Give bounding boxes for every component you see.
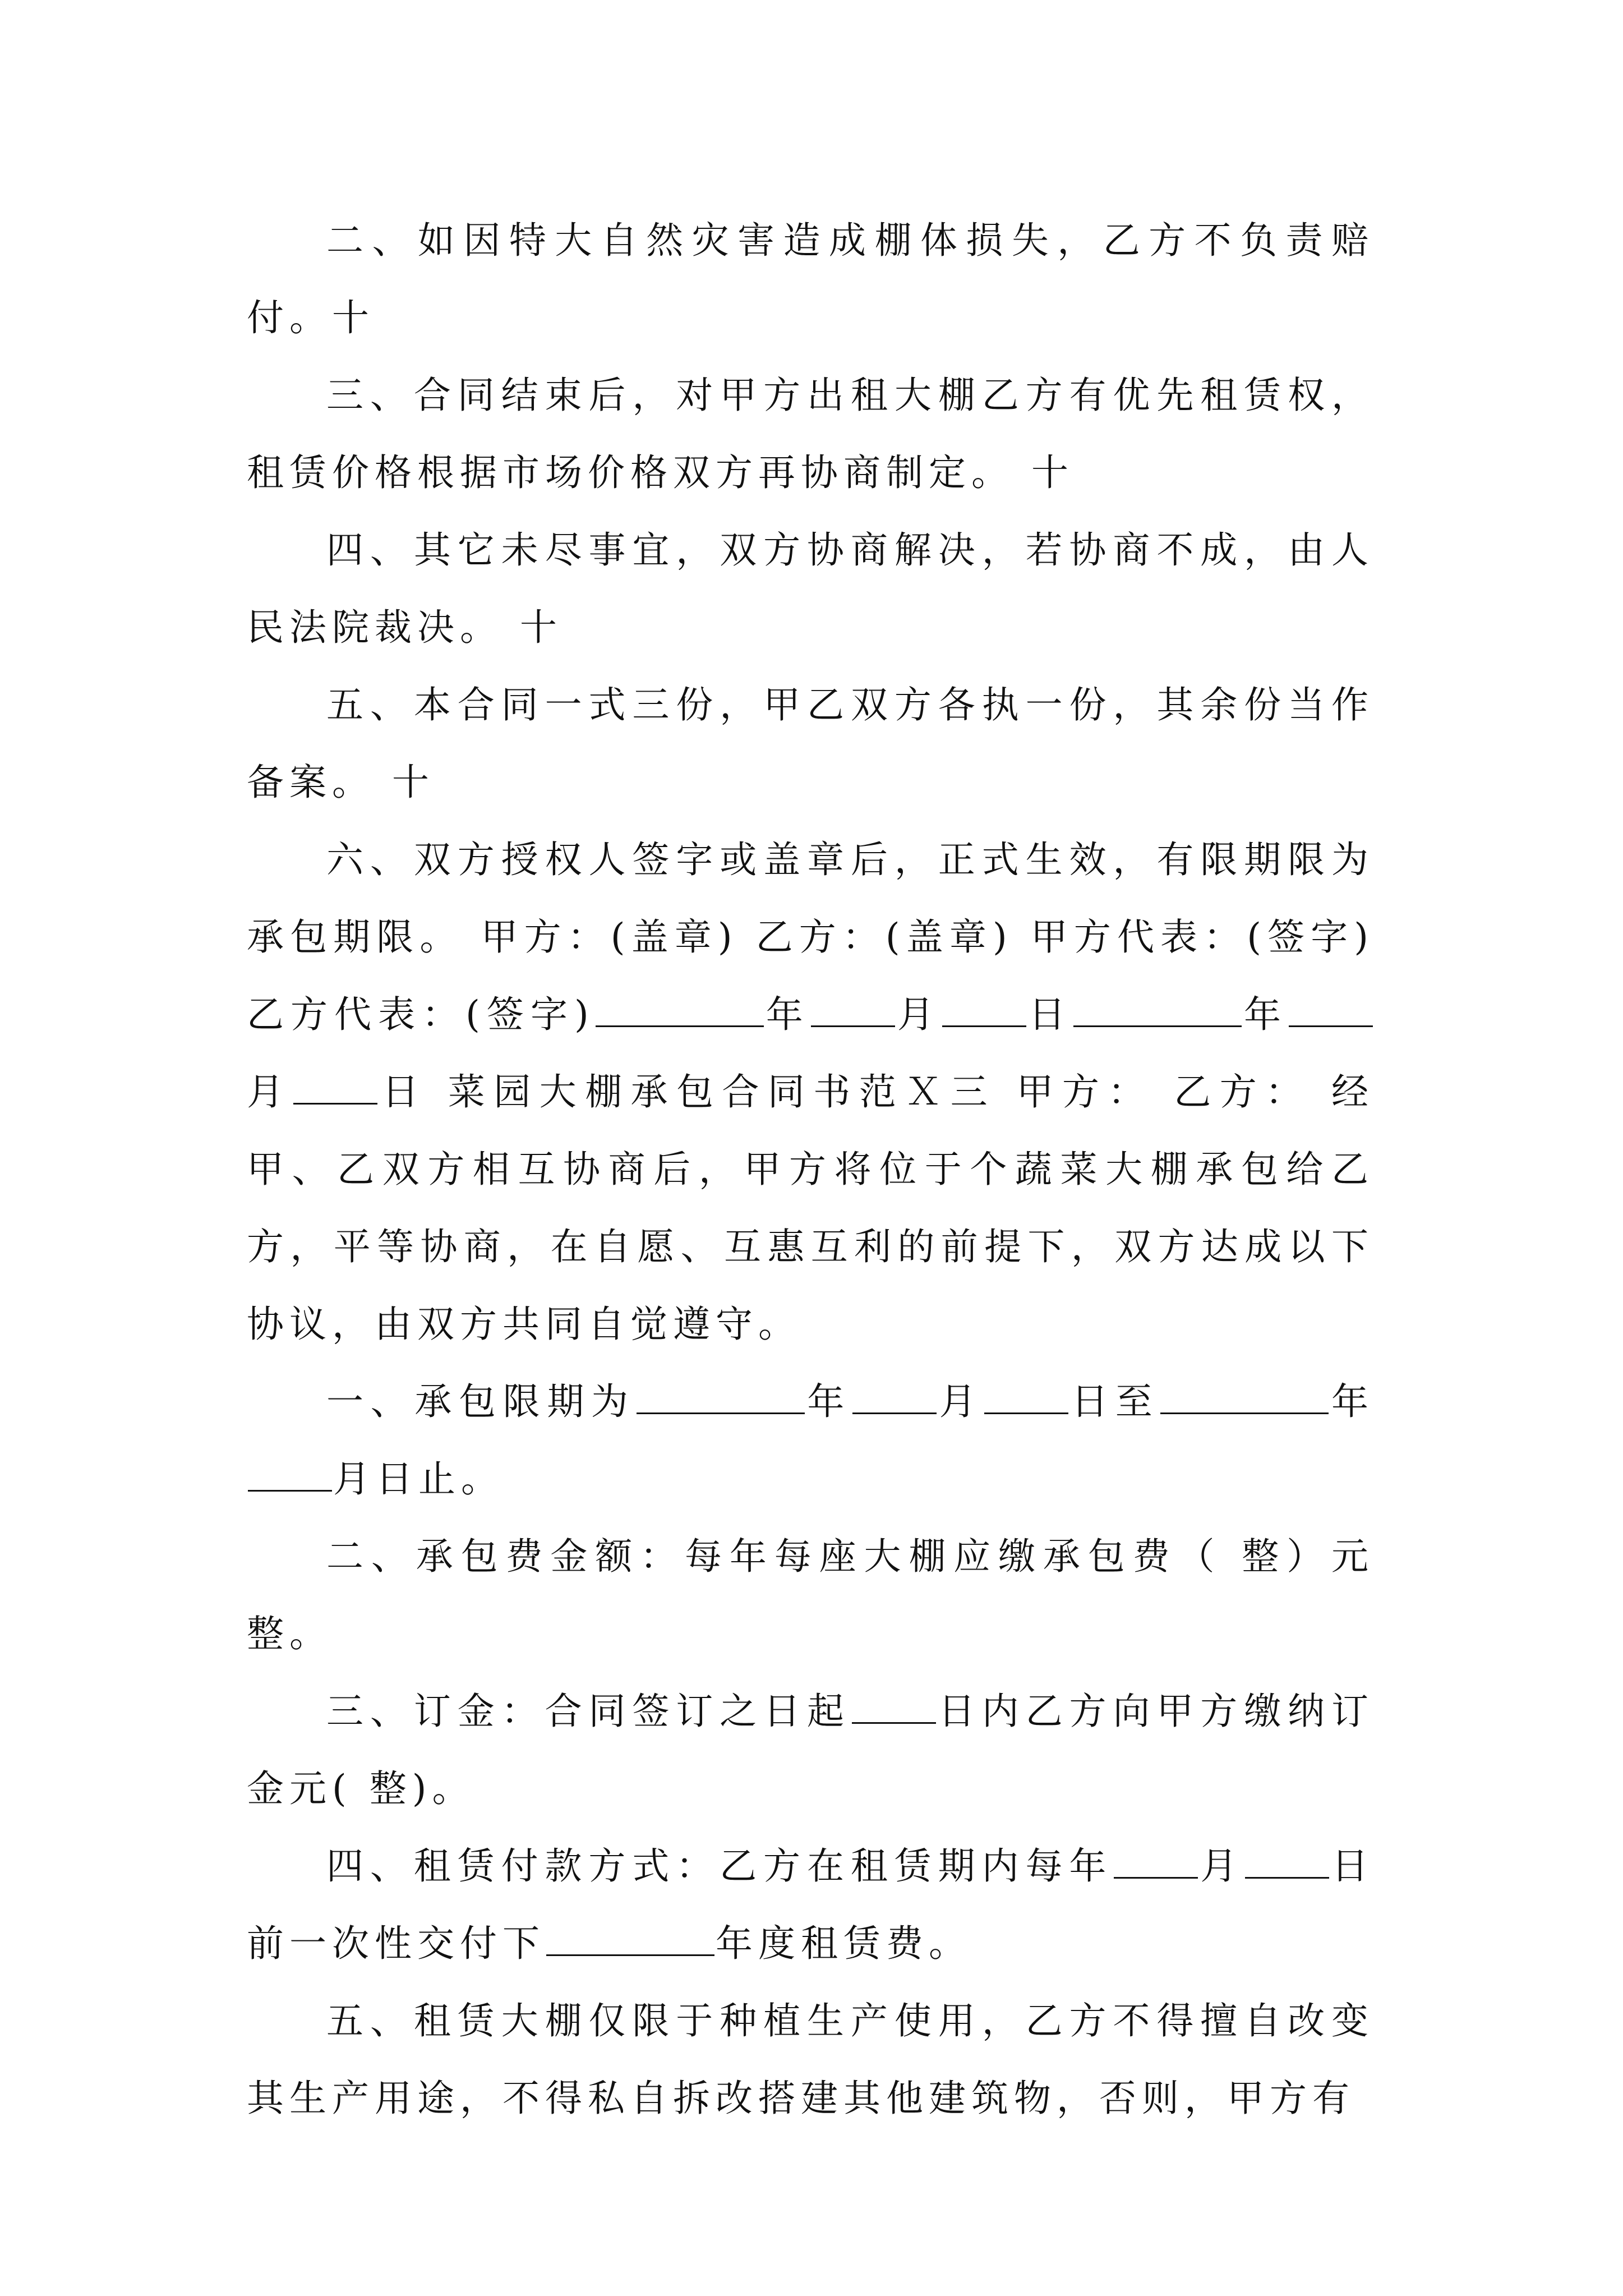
- blank-line: [811, 992, 895, 1027]
- clause-priority-lease: 三、合同结束后，对甲方出租大棚乙方有优先租赁权，租赁价格根据市场价格双方再协商制定。 十: [247, 374, 1374, 494]
- text-segment: 四、租赁付款方式：乙方在租赁期内每年: [326, 1844, 1113, 1888]
- blank-line: [1289, 992, 1373, 1027]
- text-segment: 日 菜园大棚承包合同书范Ｘ三 甲方： 乙方： 经甲、乙双方相互协商后，甲方将位于个蔬菜大棚承包给乙方，平等协商，在自愿、互惠互利的前提下，双方达成以下协议，由双方共同自觉遵守。: [247, 1070, 1375, 1346]
- blank-line: [984, 1379, 1068, 1414]
- text-segment: 年: [764, 993, 810, 1036]
- clause-other-matters: 四、其它未尽事宜，双方协商解决，若协商不成，由人民法院裁决。 十: [247, 528, 1374, 649]
- clause-payment-method: [247, 1828, 1374, 1982]
- blank-line: [852, 1688, 936, 1724]
- blank-line: [852, 1379, 937, 1414]
- clause-effective-and-contract-three-header: [247, 821, 1374, 1363]
- text-segment: 月: [896, 993, 941, 1036]
- blank-line: [942, 992, 1026, 1027]
- blank-line: [546, 1921, 714, 1956]
- blank-line: [1073, 992, 1242, 1027]
- blank-line: [637, 1379, 805, 1414]
- text-segment: 年: [805, 1380, 852, 1423]
- clause-copies: 五、本合同一式三份，甲乙双方各执一份，其余份当作备案。 十: [247, 683, 1374, 804]
- clause-deposit: [247, 1673, 1374, 1828]
- text-segment: 年: [1330, 1380, 1375, 1423]
- clause-natural-disaster: 二、如因特大自然灾害造成棚体损失，乙方不负责赔付。十: [247, 219, 1374, 339]
- text-segment: 月日止。: [333, 1457, 504, 1501]
- document-page: [247, 202, 1374, 2137]
- blank-line: [596, 992, 764, 1027]
- text-segment: 年: [1242, 993, 1288, 1036]
- blank-line: [1245, 1843, 1329, 1879]
- text-segment: 三、订金：合同签订之日起: [326, 1690, 851, 1733]
- text-segment: 日前一次性交付下: [247, 1844, 1375, 1965]
- text-segment: 年度租赁费。: [716, 1922, 971, 1965]
- text-segment: 日至: [1069, 1380, 1160, 1423]
- text-segment: 月: [938, 1380, 984, 1423]
- blank-line: [1114, 1843, 1198, 1879]
- text-segment: 一、承包限期为: [326, 1380, 635, 1423]
- text-segment: 日: [1027, 993, 1072, 1036]
- text-segment: 月: [247, 1070, 293, 1114]
- clause-contract-term: [247, 1363, 1374, 1518]
- clause-usage-restriction: 五、租赁大棚仅限于种植生产使用，乙方不得擅自改变其生产用途，不得私自拆改搭建其他建筑物，否则，甲方有: [247, 1999, 1374, 2120]
- clause-contract-fee: 二、承包费金额：每年每座大棚应缴承包费（ 整）元整。: [247, 1535, 1374, 1655]
- blank-line: [293, 1069, 377, 1105]
- text-segment: 日内乙方向甲方缴纳订金元( 整)。: [247, 1690, 1375, 1810]
- text-segment: 月: [1199, 1844, 1244, 1888]
- blank-line: [248, 1456, 332, 1492]
- text-segment: 六、双方授权人签字或盖章后，正式生效，有限期限为承包期限。 甲方：(盖章) 乙方：(盖章) 甲方代表：(签字) 乙方代表：(签字): [247, 838, 1374, 1036]
- blank-line: [1160, 1379, 1329, 1414]
